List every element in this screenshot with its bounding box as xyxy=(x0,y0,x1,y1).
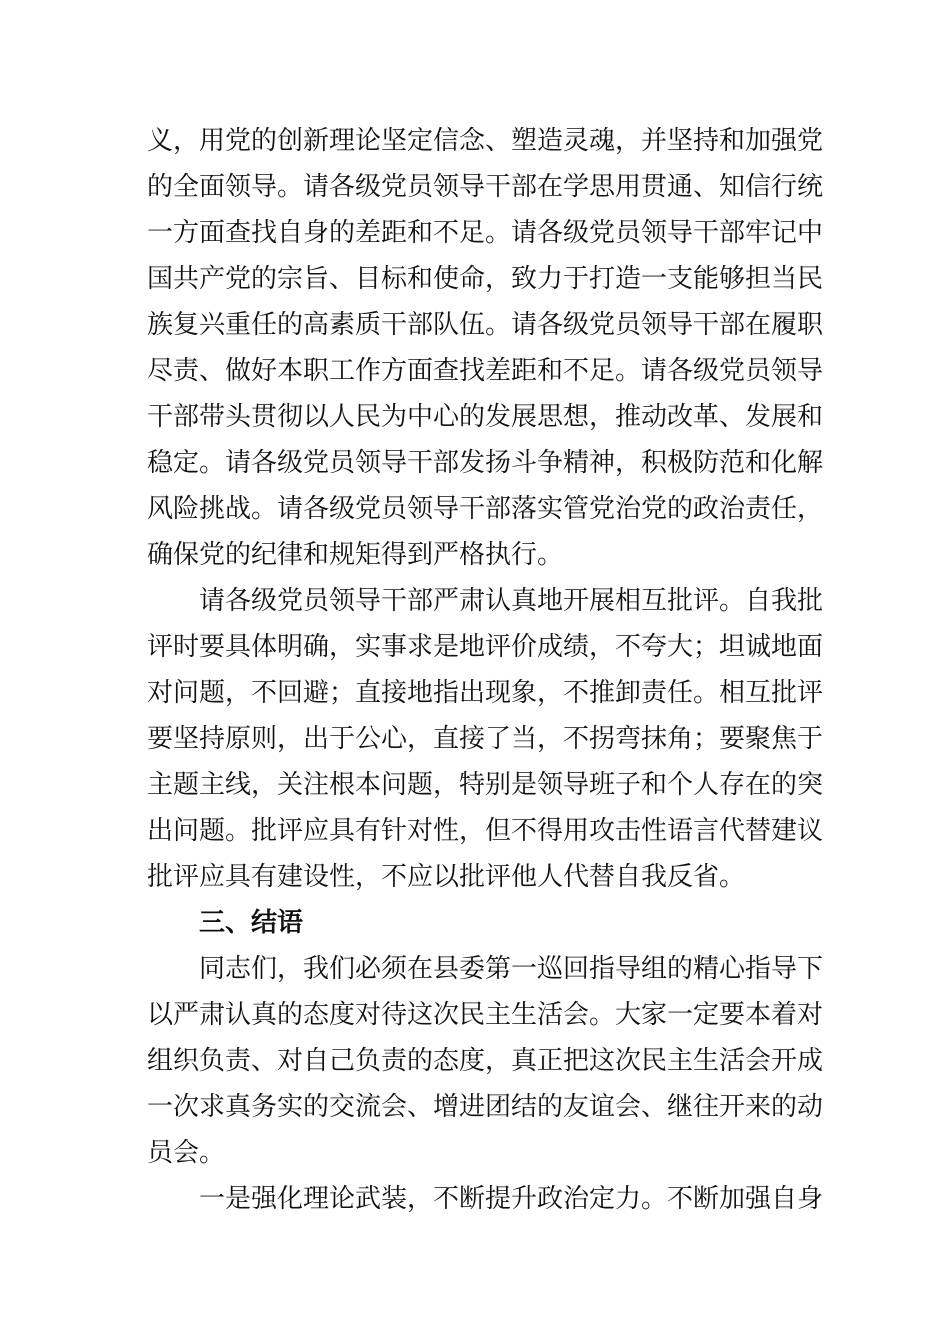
paragraph-mutual-criticism xyxy=(147,578,824,900)
text-line: 主题主线，关注根本问题，特别是领导班子和个人存在的突 xyxy=(147,770,824,800)
text-line: 出问题。批评应具有针对性，但不得用攻击性语言代替建议 xyxy=(147,816,824,846)
text-line: 同志们，我们必须在县委第一巡回指导组的精心指导下 xyxy=(199,954,824,984)
text-line: 一方面查找自身的差距和不足。请各级党员领导干部牢记中 xyxy=(147,218,824,248)
text-line: 族复兴重任的高素质干部队伍。请各级党员领导干部在履职 xyxy=(147,310,824,340)
text-line: 评时要具体明确，实事求是地评价成绩，不夸大；坦诚地面 xyxy=(147,632,824,662)
text-line: 员会。 xyxy=(147,1138,226,1168)
text-line: 要坚持原则，出于公心，直接了当，不拐弯抹角；要聚焦于 xyxy=(147,724,824,754)
text-line: 国共产党的宗旨、目标和使命，致力于打造一支能够担当民 xyxy=(147,264,824,294)
text-line: 以严肃认真的态度对待这次民主生活会。大家一定要本着对 xyxy=(147,1000,824,1030)
paragraph-self-examination xyxy=(147,118,824,578)
text-line: 风险挑战。请各级党员领导干部落实管党治党的政治责任， xyxy=(147,494,824,524)
text-line: 组织负责、对自己负责的态度，真正把这次民主生活会开成 xyxy=(147,1046,824,1076)
text-line: 干部带头贯彻以人民为中心的发展思想，推动改革、发展和 xyxy=(147,402,824,432)
text-line: 尽责、做好本职工作方面查找差距和不足。请各级党员领导 xyxy=(147,356,824,386)
text-line: 的全面领导。请各级党员领导干部在学思用贯通、知信行统 xyxy=(147,172,824,202)
document-body xyxy=(147,118,824,1222)
paragraph-first-point xyxy=(147,1176,824,1222)
text-line: 批评应具有建设性，不应以批评他人代替自我反省。 xyxy=(147,862,746,892)
text-line: 确保党的纪律和规矩得到严格执行。 xyxy=(147,540,564,570)
text-line: 对问题，不回避；直接地指出现象，不推卸责任。相互批评 xyxy=(147,678,824,708)
text-line: 稳定。请各级党员领导干部发扬斗争精神，积极防范和化解 xyxy=(147,448,824,478)
section-heading: 三、结语 xyxy=(199,908,304,938)
text-line: 义，用党的创新理论坚定信念、塑造灵魂，并坚持和加强党 xyxy=(147,126,824,156)
paragraph-conclusion xyxy=(147,946,824,1176)
text-line: 请各级党员领导干部严肃认真地开展相互批评。自我批 xyxy=(199,586,824,616)
text-line: 一次求真务实的交流会、增进团结的友谊会、继往开来的动 xyxy=(147,1092,824,1122)
text-line: 一是强化理论武装，不断提升政治定力。不断加强自身 xyxy=(199,1184,824,1214)
